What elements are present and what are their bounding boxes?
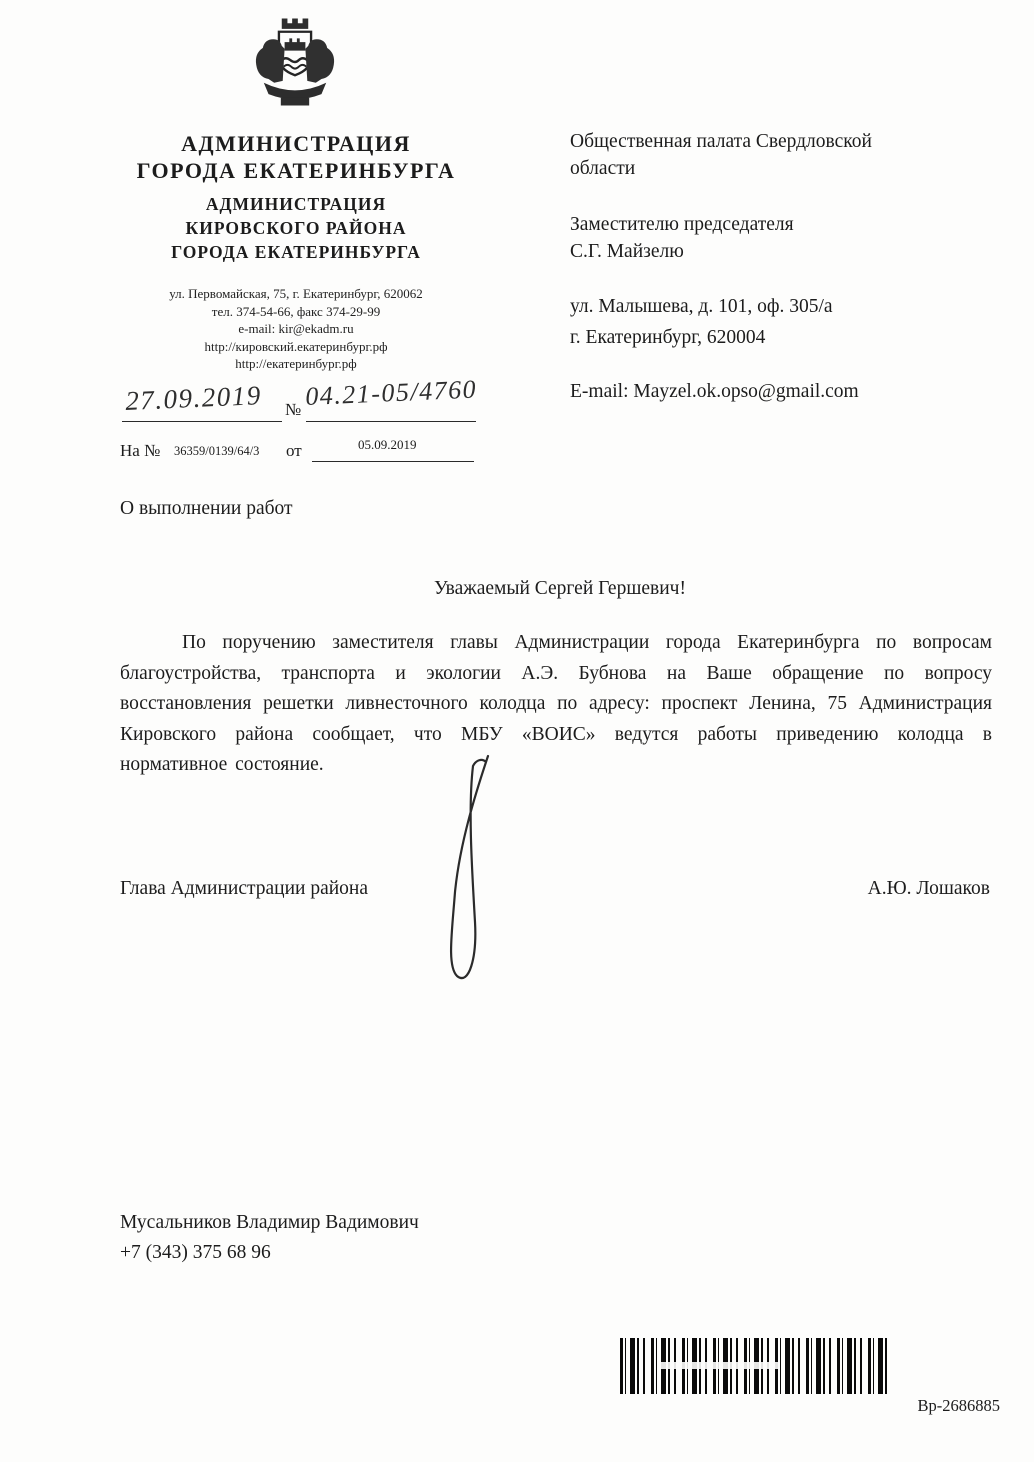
sender-email: e-mail: kir@ekadm.ru bbox=[238, 321, 354, 336]
recipient-organisation bbox=[570, 128, 970, 182]
sender-org-subtitle bbox=[100, 192, 492, 264]
salutation: Уважаемый Сергей Гершевич! bbox=[434, 578, 686, 599]
incoming-date-underline bbox=[312, 461, 474, 462]
recipient-email: E-mail: Mayzel.ok.opso@gmail.com bbox=[570, 381, 859, 402]
sender-website-district: http://кировский.екатеринбург.рф bbox=[204, 338, 388, 354]
recipient-org-line2: области bbox=[570, 158, 636, 179]
outgoing-date-underline bbox=[122, 421, 282, 422]
sender-website-city: http://екатеринбург.рф bbox=[235, 356, 357, 371]
sender-postal-address: ул. Первомайская, 75, г. Екатеринбург, 620062 bbox=[169, 286, 423, 301]
signer-position: Глава Администрации района bbox=[120, 878, 369, 899]
recipient-street-address: ул. Малышева, д. 101, оф. 305/а bbox=[570, 296, 833, 317]
recipient-position-line1: Заместителю председателя bbox=[570, 214, 794, 235]
sender-org-subtitle-line2: КИРОВСКОГО РАЙОНА bbox=[185, 218, 407, 238]
recipient-position bbox=[570, 211, 970, 265]
sender-org-subtitle-line1: АДМИНИСТРАЦИЯ bbox=[205, 194, 387, 214]
incoming-from-label: от bbox=[286, 441, 302, 460]
sender-org-title-line2: ГОРОДА ЕКАТЕРИНБУРГА bbox=[136, 158, 456, 183]
outgoing-number-handwritten: 04.21-05/4760 bbox=[304, 374, 478, 412]
sender-contact-block bbox=[100, 285, 492, 373]
letter-subject: О выполнении работ bbox=[120, 498, 293, 519]
incoming-ref-number: 36359/0139/64/3 bbox=[174, 444, 260, 458]
sender-org-title-line1: АДМИНИСТРАЦИЯ bbox=[181, 131, 411, 156]
registration-barcode-label: Вр-2686885 bbox=[917, 1396, 1000, 1415]
incoming-ref-label: На № bbox=[120, 441, 161, 460]
recipient-city-address: г. Екатеринбург, 620004 bbox=[570, 327, 766, 348]
recipient-org-line1: Общественная палата Свердловской bbox=[570, 131, 872, 152]
handwritten-signature bbox=[424, 750, 516, 992]
executor-name: Мусальников Владимир Вадимович bbox=[120, 1212, 419, 1233]
registration-barcode bbox=[620, 1338, 888, 1394]
number-sign: № bbox=[285, 400, 302, 419]
executor-phone: +7 (343) 375 68 96 bbox=[120, 1242, 271, 1263]
recipient-position-line2: С.Г. Майзелю bbox=[570, 241, 684, 262]
sender-org-subtitle-line3: ГОРОДА ЕКАТЕРИНБУРГА bbox=[171, 242, 421, 262]
sender-org-title bbox=[100, 130, 492, 184]
outgoing-date-handwritten: 27.09.2019 bbox=[124, 380, 263, 417]
signer-name: А.Ю. Лошаков bbox=[867, 878, 990, 899]
letter-body-paragraph: По поручению заместителя главы Администрации города Екатеринбурга по вопросам благоустройства, транспорта и экологии А.Э. Бубнова на Ваше обращение по вопросу восстановления решетки ливнесточного колодца по адресу: проспект Ленина, 75 Администрация Кировского района сообщает, что МБУ «ВОИС» ведутся работы приведению колодца в нормативное состояние. bbox=[120, 632, 992, 775]
outgoing-number-underline bbox=[306, 421, 476, 422]
sender-phone-fax: тел. 374-54-66, факс 374-29-99 bbox=[211, 303, 381, 319]
yekaterinburg-coat-of-arms-icon bbox=[243, 12, 347, 112]
incoming-ref-date: 05.09.2019 bbox=[358, 437, 417, 452]
